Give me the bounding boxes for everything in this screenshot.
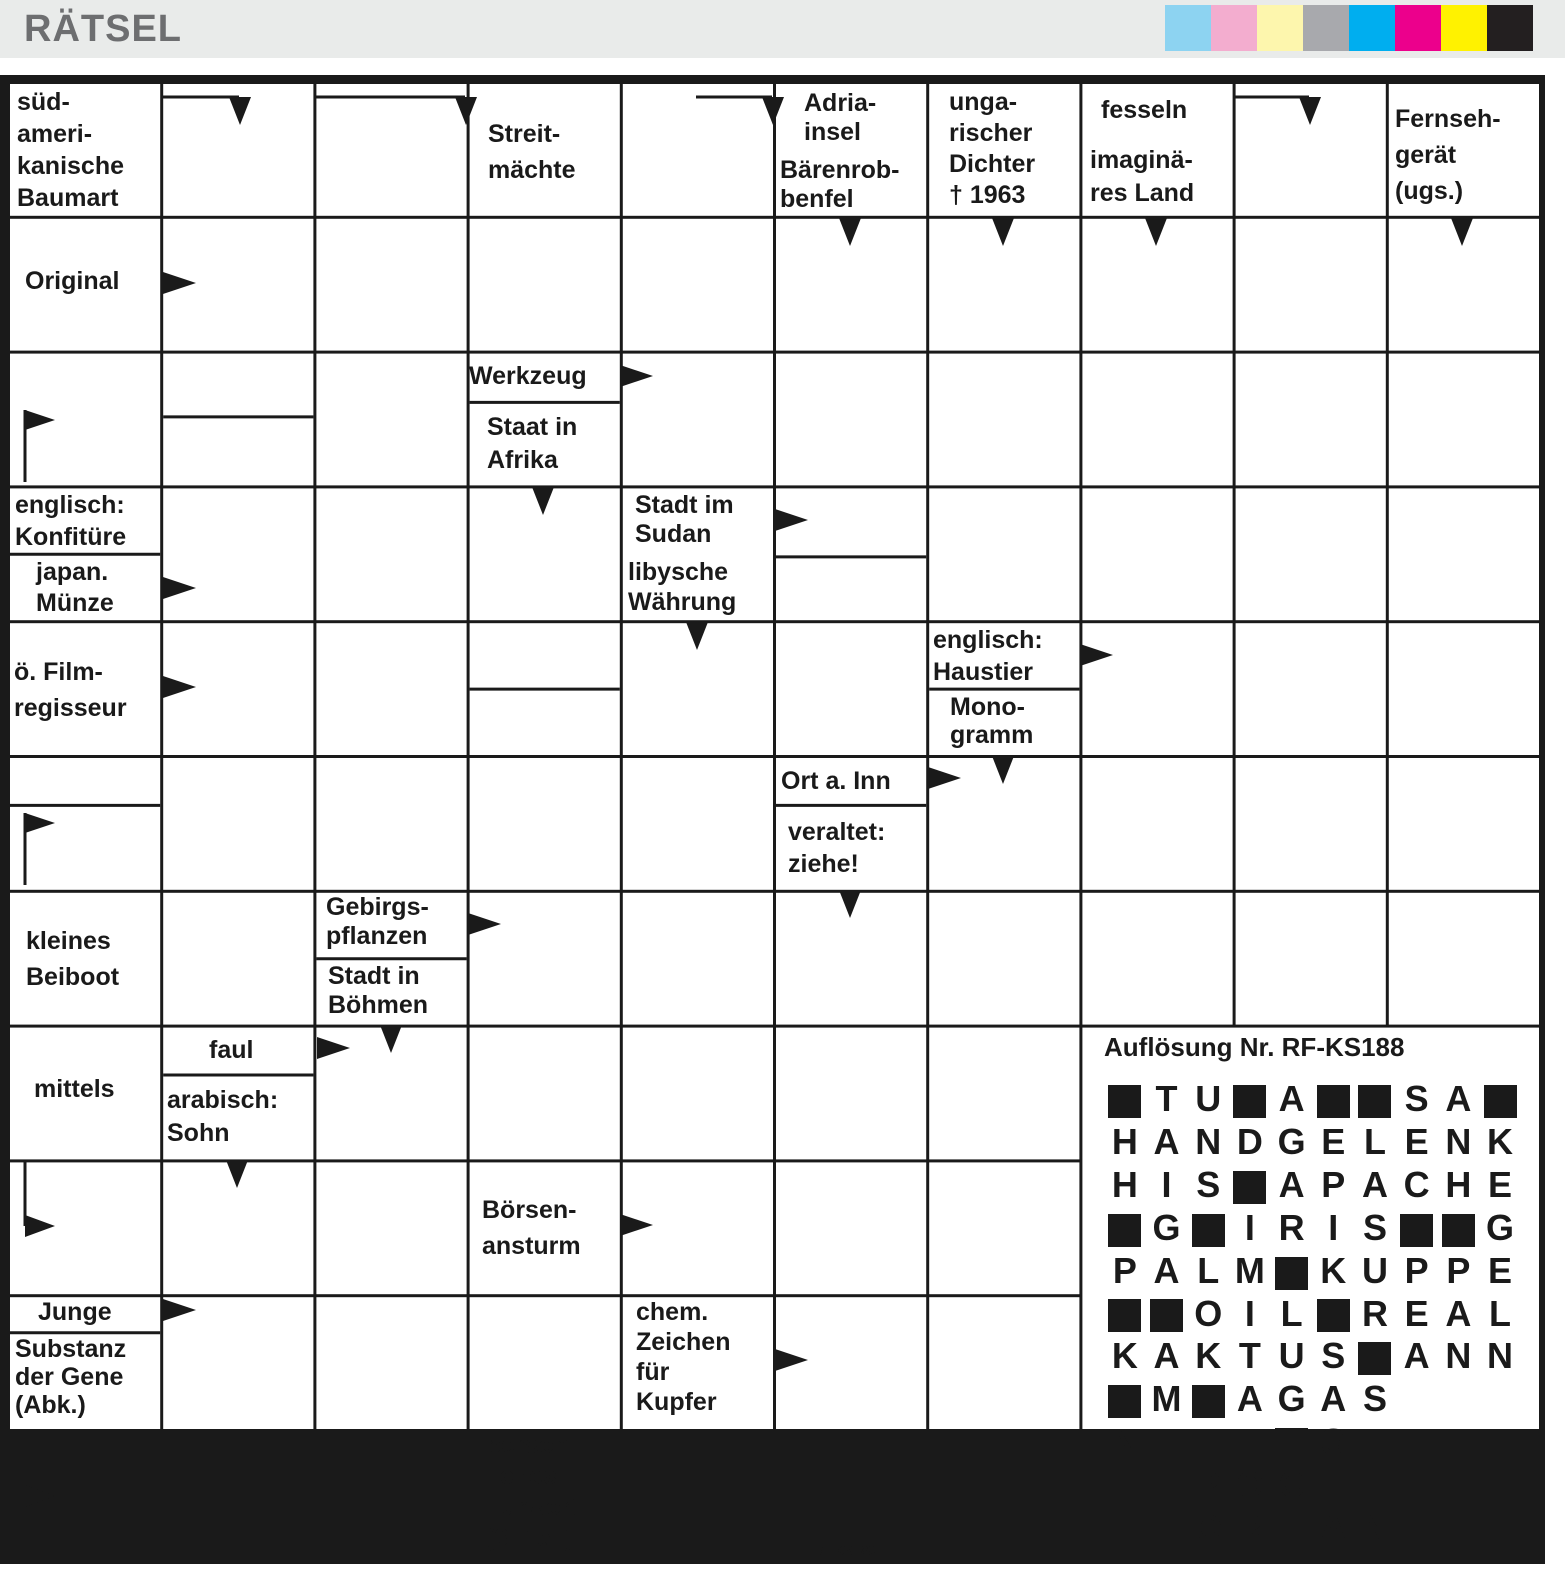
solution-block [1229,1164,1271,1206]
clue-cell [36,557,114,619]
clue-text: ameri- [17,120,93,148]
solution-letter: O [1235,1464,1264,1506]
solution-letter: I [1161,1421,1172,1463]
clue-text: libysche [628,558,729,586]
grid-cell[interactable] [1082,893,1232,1025]
grid-cell[interactable] [776,488,926,620]
grid-cell[interactable] [623,893,773,1025]
solution-letter: H [1111,1163,1138,1205]
grid-cell[interactable] [470,893,620,1025]
grid-cell[interactable] [470,1028,620,1160]
arrow-down-right-icon [25,1485,55,1507]
solution-row [1104,1335,1521,1377]
grid-cell[interactable] [1236,623,1386,755]
grid-cell[interactable] [1236,488,1386,620]
solution-letter: N [1445,1335,1472,1377]
solution-letter: I [1328,1206,1339,1248]
grid-cell[interactable] [1389,758,1539,890]
clue-text: Stadt in [328,962,420,990]
grid-cell[interactable] [776,354,926,486]
solution-block [1229,1078,1271,1120]
grid-cell[interactable] [623,219,773,351]
clue-text: rischer [949,119,1033,147]
solution-letter: A [1320,1507,1347,1548]
solution-letter: M [1234,1249,1265,1291]
clue-cell [488,116,576,188]
solution-letter: A [1320,1378,1347,1420]
clue-cell [933,624,1043,688]
clue-text: Sohn [167,1119,230,1147]
solution-row [1104,1421,1396,1463]
clue-text: pflanzen [326,922,428,950]
solution-letter: N [1111,1421,1138,1463]
solution-letter: N [1195,1120,1222,1162]
solution-letter: S [1362,1378,1387,1420]
grid-cell[interactable] [623,354,773,486]
grid-cell[interactable] [1082,623,1232,755]
solution-letter: R [1278,1206,1305,1248]
solution-letter: C [1278,1464,1305,1506]
clue-text: Stadt im [635,491,734,519]
clue-text: Beiboot [26,963,120,991]
grid-cell[interactable] [929,488,1079,620]
black-square-icon [1108,1085,1141,1118]
solution-row [1104,1164,1521,1206]
clue-text: Afrika [487,446,558,474]
clue-cell [25,266,119,296]
grid-cell[interactable] [316,758,466,890]
black-square-icon [1233,1085,1266,1118]
clue-text: benfel [780,185,854,213]
grid-cell[interactable] [1082,758,1232,890]
black-square-icon [1108,1299,1141,1332]
clue-text: ansturm [482,1232,581,1260]
solution-letter: U [1278,1335,1305,1377]
grid-cell[interactable] [1236,354,1386,486]
clue-text: Böhmen [328,991,428,1019]
clue-text: gerät [1395,141,1457,169]
solution-row [1104,1378,1396,1420]
clue-cell [328,962,428,1020]
solution-block [1104,1207,1146,1249]
solution-letter: R [1361,1292,1388,1334]
solution-letter: U [1195,1078,1222,1119]
solution-letter: S [1321,1335,1346,1377]
solution-letter: G [1152,1206,1181,1248]
puzzle-code: RF-KS189 [814,1543,876,1558]
solution-letter: A [1153,1335,1180,1377]
clue-cell [487,411,577,477]
grid-cell[interactable] [316,1162,466,1294]
solution-letter: G [1277,1120,1306,1162]
grid-cell[interactable] [316,219,466,351]
solution-block [1104,1464,1146,1506]
grid-cell[interactable] [1082,488,1232,620]
solution-block [1312,1078,1354,1120]
clue-text: fesseln [1101,96,1188,124]
grid-cell[interactable] [623,1028,773,1160]
grid-cell[interactable] [470,1297,620,1429]
grid-cell[interactable] [316,84,466,216]
black-square-icon [1192,1214,1225,1247]
solution-letter: A [1445,1292,1472,1334]
clue-text: Werkzeug [469,362,587,390]
clue-text: Fernseh- [1395,105,1501,133]
solution-block [1104,1293,1146,1335]
clue-cell [482,1192,581,1264]
solution-letter: S [1321,1421,1346,1463]
solution-letter: I [1286,1507,1297,1548]
solution-block [1354,1335,1396,1377]
clue-text: mächte [488,156,576,184]
solution-letter: T [1238,1421,1261,1463]
clue-text: kleines [26,927,111,955]
solution-block [1354,1078,1396,1120]
clue-text: Baumart [17,184,119,212]
clue-text: faul [209,1036,254,1064]
clue-cell [781,766,891,796]
grid-cell[interactable] [163,758,313,890]
clue-text: (Abk.) [15,1391,86,1419]
grid-cell[interactable] [1236,893,1386,1025]
solution-letter: P [1112,1249,1137,1291]
grid-cell[interactable] [1389,893,1539,1025]
clue-cell [209,1035,253,1065]
grid-cell[interactable] [1236,758,1386,890]
grid-cell[interactable] [163,354,313,486]
solution-block [1312,1293,1354,1335]
solution-letter: K [1111,1335,1138,1377]
clue-text: Substanz [15,1335,127,1363]
clue-text: Börsen- [482,1196,577,1224]
solution-letter: D [1236,1120,1263,1162]
solution-letter: L [1489,1292,1512,1334]
clue-cell [628,557,736,617]
solution-title: Auflösung Nr. RF-KS188 [1104,1032,1405,1062]
grid-cell[interactable] [929,354,1079,486]
black-square-icon [1108,1214,1141,1247]
solution-row [1104,1507,1396,1549]
clue-text: Bärenrob- [780,156,900,184]
solution-letter: I [1161,1163,1172,1205]
clue-cell [804,89,876,147]
clue-text: persön- [486,1431,578,1459]
solution-letter: P [1196,1464,1221,1506]
solution-letter: E [1404,1120,1429,1162]
solution-letter: E [1488,1249,1513,1291]
clue-text: Sudan [635,520,712,548]
clue-cell [1101,95,1187,125]
grid-cell[interactable] [776,1028,926,1160]
solution-letter: L [1363,1120,1386,1162]
solution-block [1187,1378,1229,1420]
clue-text: Streit- [488,120,561,148]
solution-letter: A [1153,1249,1180,1291]
solution-block [1104,1078,1146,1120]
clue-text: mittels [34,1075,115,1103]
grid-cell[interactable] [929,1162,1079,1294]
clue-text: der Gene [15,1363,124,1391]
clue-text: ziehe! [788,850,859,878]
clue-cell [486,1430,579,1554]
solution-letter: E [1362,1421,1387,1463]
clue-cell [635,491,734,549]
clue-text: Fürwort [486,1493,580,1521]
solution-block [1146,1293,1188,1335]
clue-text: res Land [1090,179,1195,207]
clue-text: japan. [36,558,109,586]
clue-text: Staat in [487,413,578,441]
clue-text: liches [486,1462,557,1490]
black-square-icon [1233,1171,1266,1204]
solution-letter: E [1196,1421,1221,1463]
solution-row [1104,1293,1521,1335]
solution-block [1104,1378,1146,1420]
clue-cell [38,1297,112,1327]
page-title: RÄTSEL [24,8,182,50]
black-square-icon [1358,1085,1391,1118]
black-square-icon [1400,1214,1433,1247]
solution-letter: N [1445,1120,1472,1162]
black-square-icon [1442,1214,1475,1247]
black-square-icon [1150,1299,1183,1332]
grid-cell[interactable] [623,758,773,890]
solution-letter: E [1362,1464,1387,1506]
clue-text: Währung [628,588,737,616]
grid-cell[interactable] [470,758,620,890]
clue-text: englisch: [933,626,1043,654]
clue-cell [780,156,899,214]
solution-row [1104,1078,1521,1120]
solution-letter: L [1280,1292,1303,1334]
black-square-icon [1317,1085,1350,1118]
grid-cell[interactable] [929,1297,1079,1429]
solution-letter: E [1154,1464,1179,1506]
grid-cell[interactable] [1389,488,1539,620]
solution-letter: A [1445,1078,1472,1119]
black-square-icon [1108,1385,1141,1418]
clue-text: insel [804,118,861,146]
clue-cell [167,1084,278,1150]
grid-cell[interactable] [1082,354,1232,486]
clue-text: veraltet: [788,818,886,846]
solution-letter: H [1111,1120,1138,1162]
solution-letter: S [1404,1078,1429,1119]
solution-letter: O [1194,1507,1223,1548]
clue-cell [14,654,127,726]
solution-letter: I [1244,1206,1255,1248]
solution-letter: O [1194,1292,1223,1334]
solution-letter: E [1321,1120,1346,1162]
solution-letter: A [1236,1378,1263,1420]
solution-row [1104,1464,1396,1506]
clue-text: Gebirgs- [326,893,429,921]
clue-text: Haustier [933,658,1034,686]
clue-text: englisch: [15,491,125,519]
grid-cell[interactable] [163,488,313,620]
clue-cell [34,1074,115,1104]
grid-cell[interactable] [316,623,466,755]
clue-cell [950,693,1033,749]
solution-row [1104,1207,1521,1249]
clue-text: Ort a. Inn [781,767,891,795]
solution-letter: A [1153,1120,1180,1162]
clue-cell [1395,101,1501,209]
clue-cell [26,923,119,995]
grid-cell[interactable] [316,488,466,620]
clue-text: regisseur [14,694,127,722]
solution-letter: F [1113,1507,1136,1548]
solution-letter: T [1155,1078,1178,1119]
grid-cell[interactable] [163,893,313,1025]
clue-text: Adria- [804,89,877,117]
grid-cell[interactable] [776,1162,926,1294]
clue-text: gramm [950,721,1034,749]
solution-letter: G [1277,1378,1306,1420]
arrow-right-icon [620,1483,653,1505]
solution-letter: L [1155,1507,1178,1548]
grid-cell[interactable] [623,1162,773,1294]
clue-cell [1090,144,1194,210]
solution-letter: A [1403,1335,1430,1377]
solution-letter: M [1151,1378,1182,1420]
clue-text: Mono- [950,693,1025,721]
solution-block [1438,1207,1480,1249]
solution-letter: T [1238,1335,1261,1377]
clue-text: (3. Fall) [486,1524,574,1552]
clue-cell [636,1297,730,1417]
grid-cell[interactable] [929,893,1079,1025]
clue-text: imaginä- [1090,146,1193,174]
clue-text: Zeichen [636,1328,731,1356]
black-square-icon [1275,1428,1308,1461]
clue-cell [17,86,124,214]
grid-cell[interactable] [1389,354,1539,486]
solution-row [1104,1250,1521,1292]
clue-cell [15,489,126,553]
grid-cell[interactable] [316,354,466,486]
clue-cell [788,816,885,880]
solution-letter: E [1404,1292,1429,1334]
clue-text: arabisch: [167,1086,279,1114]
solution-letter: K [1320,1249,1347,1291]
clue-text: Dichter [949,150,1036,178]
solution-letter: E [1488,1163,1513,1205]
black-square-icon [1484,1085,1517,1118]
solution-block [1187,1207,1229,1249]
clue-text: unga- [949,88,1018,116]
grid-cell[interactable] [163,1297,313,1429]
black-square-icon [1192,1385,1225,1418]
solution-letter: N [1361,1507,1388,1548]
black-square-icon [1358,1342,1391,1375]
solution-letter: K [1195,1335,1222,1377]
solution-letter: K [1487,1120,1514,1162]
solution-block [1271,1421,1313,1463]
solution-letter: P [1321,1163,1346,1205]
grid-cell[interactable] [776,623,926,755]
solution-letter: A [1361,1163,1388,1205]
solution-letter: S [1362,1206,1387,1248]
clue-text: Kupfer [636,1388,717,1416]
clue-text: Münze [36,589,114,617]
solution-letter: G [1486,1206,1515,1248]
solution-letter: N [1487,1335,1514,1377]
grid-cell[interactable] [470,219,620,351]
grid-cell[interactable] [316,1297,466,1429]
clue-cell [949,87,1035,211]
black-square-icon [1275,1257,1308,1290]
solution-letter: P [1446,1249,1471,1291]
black-square-icon [1317,1299,1350,1332]
clue-text: Junge [38,1298,112,1326]
clue-text: † 1963 [949,181,1026,209]
solution-block [1396,1207,1438,1249]
solution-letter: C [1403,1163,1430,1205]
grid-cell[interactable] [1389,623,1539,755]
solution-letter: R [1236,1507,1263,1548]
clue-text: Original [25,267,120,295]
clue-text: (ugs.) [1395,177,1464,205]
solution-letter: P [1404,1249,1429,1291]
solution-block [1479,1078,1521,1120]
solution-letter: H [1320,1464,1347,1506]
grid-cell[interactable] [1236,219,1386,351]
clue-cell [15,1335,126,1419]
solution-letter: L [1197,1249,1220,1291]
clue-text: für [636,1358,670,1386]
clue-cell [326,893,429,951]
clue-text: Konfitüre [15,523,127,551]
grid-cell[interactable] [623,84,773,216]
solution-letter: S [1196,1163,1221,1205]
solution-letter: I [1244,1292,1255,1334]
clue-text: kanische [17,152,125,180]
solution-letter: U [1361,1249,1388,1291]
clue-text: süd- [17,88,70,116]
solution-row [1104,1121,1521,1163]
clue-text: chem. [636,1298,709,1326]
solution-letter: A [1278,1078,1305,1119]
clue-text: ö. Film- [14,658,103,686]
solution-letter: A [1278,1163,1305,1205]
grid-cell[interactable] [929,1028,1079,1160]
solution-block [1271,1250,1313,1292]
solution-letter: H [1445,1163,1472,1205]
clue-cell [469,361,587,391]
black-square-icon [1108,1471,1141,1504]
